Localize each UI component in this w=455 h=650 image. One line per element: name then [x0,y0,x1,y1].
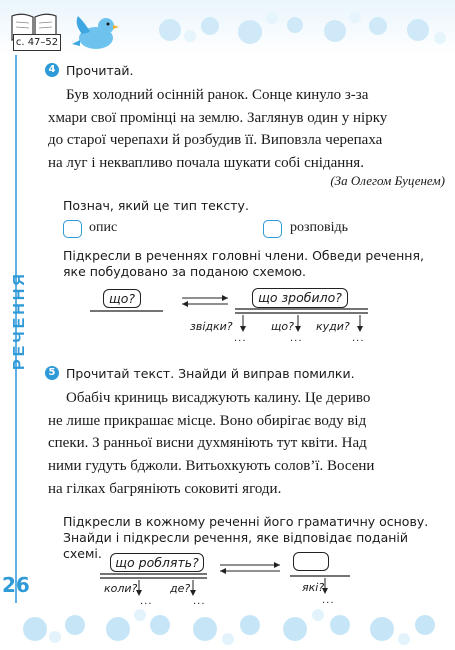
task-line: Знайди і підкресли речення, яке відповідає поданій схемі. [63,530,408,561]
text-line: хмари свої промінці на землю. Заглянув один у нірку [48,109,388,126]
predicate-question-box: що роблять? [110,553,204,572]
text-line: ними гудуть бджоли. Витьохкують солов’ї. Восени [48,458,375,475]
text-line: на луг і неквапливо почала шукати собі снідання. [48,155,364,172]
author-attribution: (За Олегом Буценем) [330,173,445,188]
exercise-5-text [48,387,444,501]
text-line: Був холодний осінній ранок. Сонце кинуло з-за [66,87,369,103]
scheme-dots: ... [140,596,153,607]
exercise-4-title: Прочитай. [66,63,134,78]
scheme-dots: ... [193,596,206,607]
sub-question-where-to: куди? [316,320,350,333]
scheme-dots: ... [290,333,303,344]
subject-question-box [293,552,329,571]
sub-question-when: коли? [104,582,138,595]
exercise-5-number: 5 [45,366,59,380]
option-description-checkbox[interactable] [63,220,82,238]
text-line: спеки. З ранньої висни духмяніють тут квіти. Над [48,435,367,452]
option-narrative-checkbox[interactable] [263,220,282,238]
flower-decor [150,8,450,48]
bird-icon [72,10,120,54]
text-type-question: Познач, який це тип тексту. [63,198,249,213]
sub-question-which: які? [302,581,325,594]
subject-question-box: що? [103,289,141,308]
scheme-dots: ... [234,333,247,344]
text-line: Обабіч криниць висаджують калину. Це дериво [66,390,371,406]
task-line: Підкресли в кожному реченні його граматичну основу. [63,514,429,529]
option-narrative-label: розповідь [290,220,349,235]
page-reference: с. 47–52 [13,34,61,51]
sub-question-where-from: звідки? [190,320,233,333]
page-number: 26 [2,573,30,597]
sub-question-where: де? [170,582,191,595]
exercise-4-text [48,84,444,175]
exercise-4-task: Підкресли в реченнях головні члени. Обведи речення, яке побудовано за поданою схемою. [63,248,424,279]
predicate-question-box: що зробило? [252,288,348,308]
bottom-flower-decor [0,603,455,650]
text-line: на гілках багряніють соковиті ягоди. [48,480,282,497]
text-line: не лише прикрашає місце. Воно обирігає воду від [48,412,367,429]
scheme-dots: ... [352,333,365,344]
option-description-label: опис [89,220,118,235]
text-line: до старої черепахи й розбудив її. Виповзла черепаха [48,132,383,149]
exercise-4-number: 4 [45,63,59,77]
side-section-label: РЕЧЕННЯ [11,271,28,370]
sub-question-what: що? [271,320,294,333]
exercise-5-title: Прочитай текст. Знайди й виправ помилки. [66,366,355,381]
scheme-dots: ... [322,595,335,606]
